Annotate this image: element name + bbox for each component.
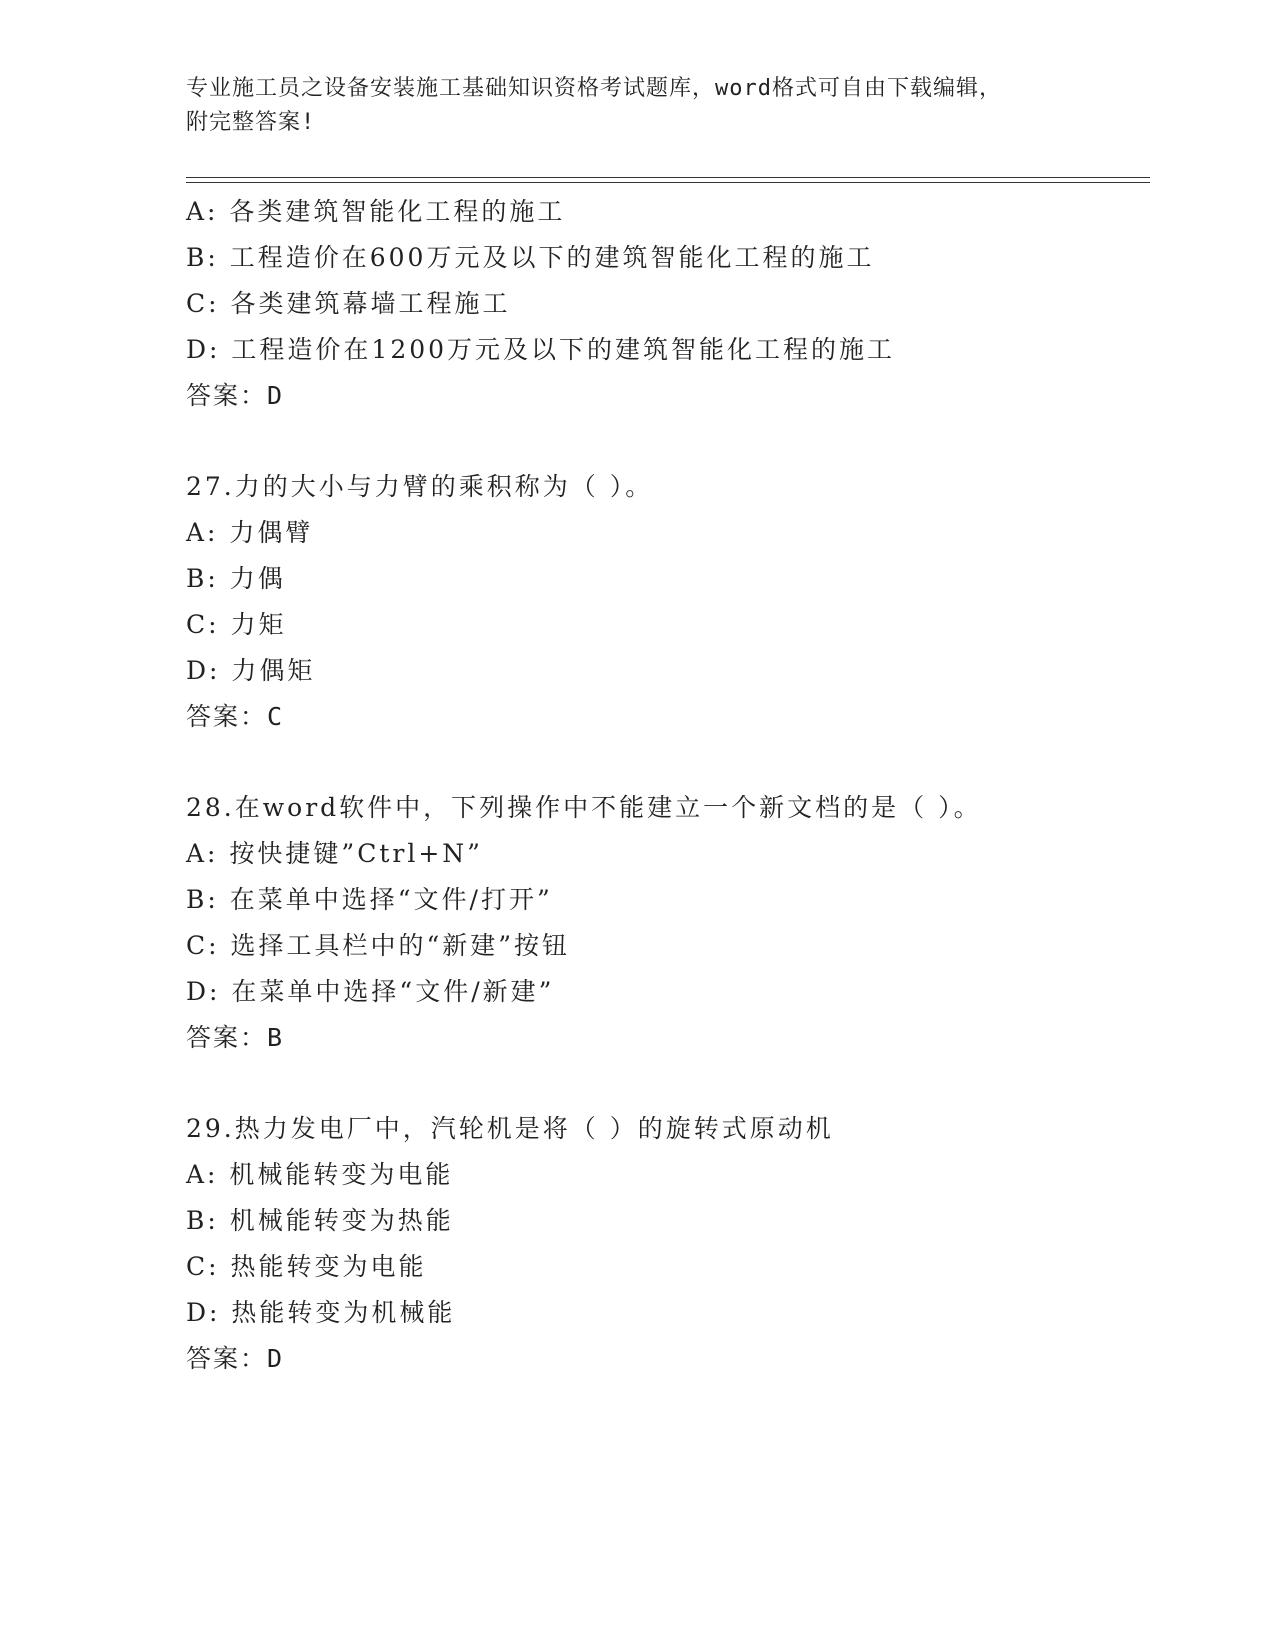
- option-c: C: 热能转变为电能: [186, 1252, 427, 1281]
- option-b: B: 力偶: [186, 564, 286, 593]
- header-line-2: 附完整答案!: [186, 110, 316, 135]
- option-d: D: 在菜单中选择“文件/新建”: [186, 977, 555, 1006]
- answer: 答案：C: [186, 702, 285, 731]
- question-block: [186, 785, 1150, 1061]
- option-d: D: 力偶矩: [186, 656, 316, 685]
- option-c: C: 各类建筑幕墙工程施工: [186, 289, 511, 318]
- question-stem: 28.在word软件中，下列操作中不能建立一个新文档的是（ ）。: [186, 793, 982, 822]
- option-a: A: 机械能转变为电能: [186, 1160, 454, 1189]
- question-stem: 27.力的大小与力臂的乘积称为（ ）。: [186, 472, 654, 501]
- option-a: A: 按快捷键”Ctrl+N”: [186, 839, 483, 868]
- question-list: [186, 189, 1150, 1382]
- answer: 答案：D: [186, 381, 285, 410]
- option-d: D: 热能转变为机械能: [186, 1298, 456, 1327]
- option-b: B: 在菜单中选择“文件/打开”: [186, 885, 553, 914]
- header-line-1: 专业施工员之设备安装施工基础知识资格考试题库，word格式可自由下载编辑，: [186, 76, 1002, 101]
- header-divider-top: [186, 177, 1150, 178]
- question-block: [186, 189, 1150, 419]
- option-a: A: 力偶臂: [186, 518, 314, 547]
- spacer: [186, 1061, 1150, 1106]
- spacer: [186, 740, 1150, 785]
- header-divider-bottom: [186, 182, 1150, 183]
- answer: 答案：B: [186, 1023, 285, 1052]
- option-d: D: 工程造价在1200万元及以下的建筑智能化工程的施工: [186, 335, 896, 364]
- option-c: C: 力矩: [186, 610, 287, 639]
- document-header: [186, 72, 1066, 140]
- spacer: [186, 419, 1150, 464]
- option-b: B: 工程造价在600万元及以下的建筑智能化工程的施工: [186, 243, 875, 272]
- option-c: C: 选择工具栏中的“新建”按钮: [186, 931, 571, 960]
- question-block: [186, 464, 1150, 740]
- option-a: A: 各类建筑智能化工程的施工: [186, 197, 566, 226]
- question-stem: 29.热力发电厂中，汽轮机是将（ ）的旋转式原动机: [186, 1114, 834, 1143]
- option-b: B: 机械能转变为热能: [186, 1206, 454, 1235]
- answer: 答案：D: [186, 1344, 285, 1373]
- question-block: [186, 1106, 1150, 1382]
